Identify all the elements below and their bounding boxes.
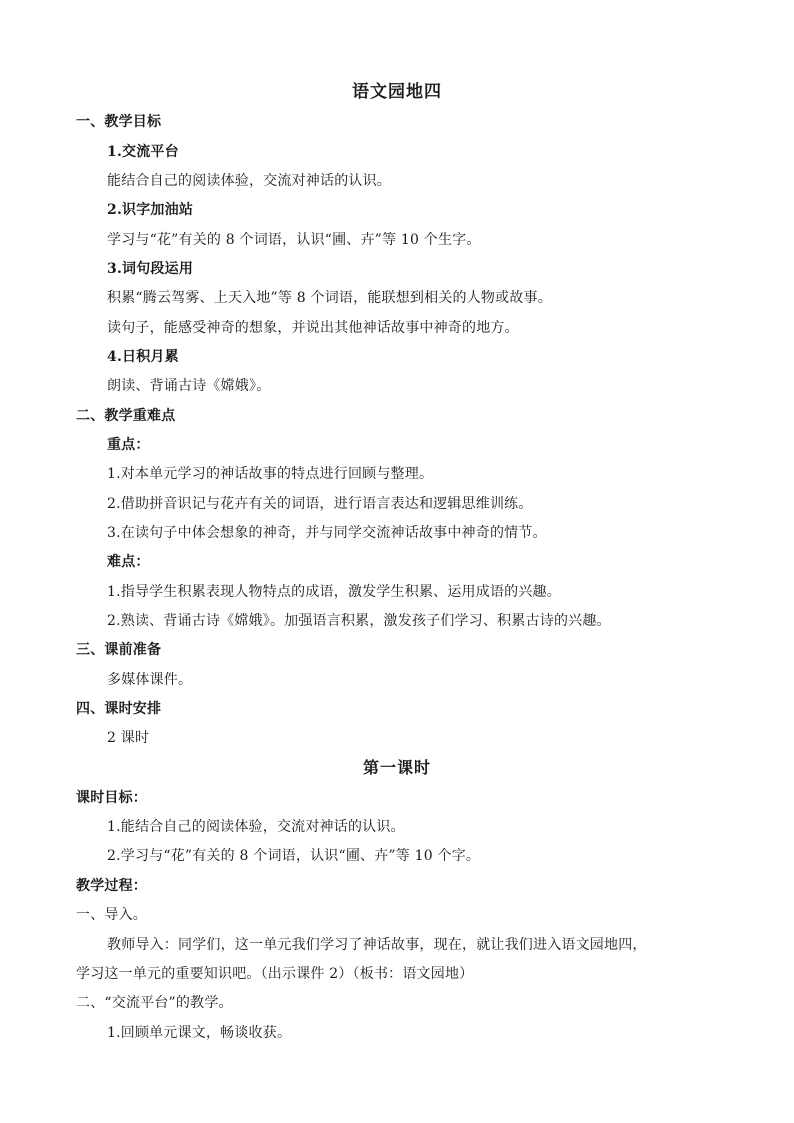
teaching-process-label: 教学过程： <box>76 878 147 894</box>
body-line: 积累“腾云驾雾、上天入地”等 8 个词语，能联想到相关的人物或故事。 <box>107 290 552 306</box>
step-heading: 二、“交流平台”的教学。 <box>76 995 233 1011</box>
list-item: 1.对本单元学习的神话故事的特点进行回顾与整理。 <box>107 466 434 482</box>
key-points-label: 重点： <box>107 437 150 453</box>
paragraph-line: 学习这一单元的重要知识吧。（出示课件 2）（板书：语文园地） <box>76 966 474 982</box>
list-item: 2.借助拼音识记与花卉有关的词语，进行语言表达和逻辑思维训练。 <box>107 496 533 512</box>
list-item: 1.能结合自己的阅读体验，交流对神话的认识。 <box>107 819 405 835</box>
body-line: 朗读、背诵古诗《嫦娥》。 <box>107 378 271 394</box>
lesson-goals-label: 课时目标： <box>76 790 147 806</box>
document-title: 语文园地四 <box>352 82 442 102</box>
body-line: 读句子，能感受神奇的想象，并说出其他神话故事中神奇的地方。 <box>107 320 519 336</box>
list-item: 1.指导学生积累表现人物特点的成语，激发学生积累、运用成语的兴趣。 <box>107 584 561 600</box>
subheading-word-sentence-use: 3.词句段运用 <box>107 261 194 277</box>
section-heading-teaching-goals: 一、教学目标 <box>76 114 162 130</box>
list-item: 3.在读句子中体会想象的神奇，并与同学交流神话故事中神奇的情节。 <box>107 525 547 541</box>
list-item: 2.学习与“花”有关的 8 个词语，认识“圃、卉”等 10 个字。 <box>107 848 481 864</box>
subheading-daily-accumulation: 4.日积月累 <box>107 349 179 365</box>
body-line: 2 课时 <box>107 730 150 746</box>
section-heading-schedule: 四、课时安排 <box>76 701 162 717</box>
body-line: 能结合自己的阅读体验，交流对神话的认识。 <box>107 173 391 189</box>
step-heading: 一、导入。 <box>76 907 147 923</box>
section-heading-key-difficult-points: 二、教学重难点 <box>76 408 176 424</box>
paragraph-line: 教师导入：同学们，这一单元我们学习了神话故事，现在，就让我们进入语文园地四， <box>107 937 647 953</box>
lesson-title: 第一课时 <box>362 758 431 777</box>
body-line: 学习与“花”有关的 8 个词语，认识“圃、卉”等 10 个生字。 <box>107 232 481 248</box>
list-item: 2.熟读、背诵古诗《嫦娥》。加强语言积累，激发孩子们学习、积累古诗的兴趣。 <box>107 613 611 629</box>
section-heading-preparation: 三、课前准备 <box>76 642 162 658</box>
list-item: 1.回顾单元课文，畅谈收获。 <box>107 1025 292 1041</box>
body-line: 多媒体课件。 <box>107 672 193 688</box>
subheading-exchange-platform: 1.交流平台 <box>107 144 179 160</box>
difficult-points-label: 难点： <box>107 554 150 570</box>
subheading-literacy-station: 2.识字加油站 <box>107 202 194 218</box>
